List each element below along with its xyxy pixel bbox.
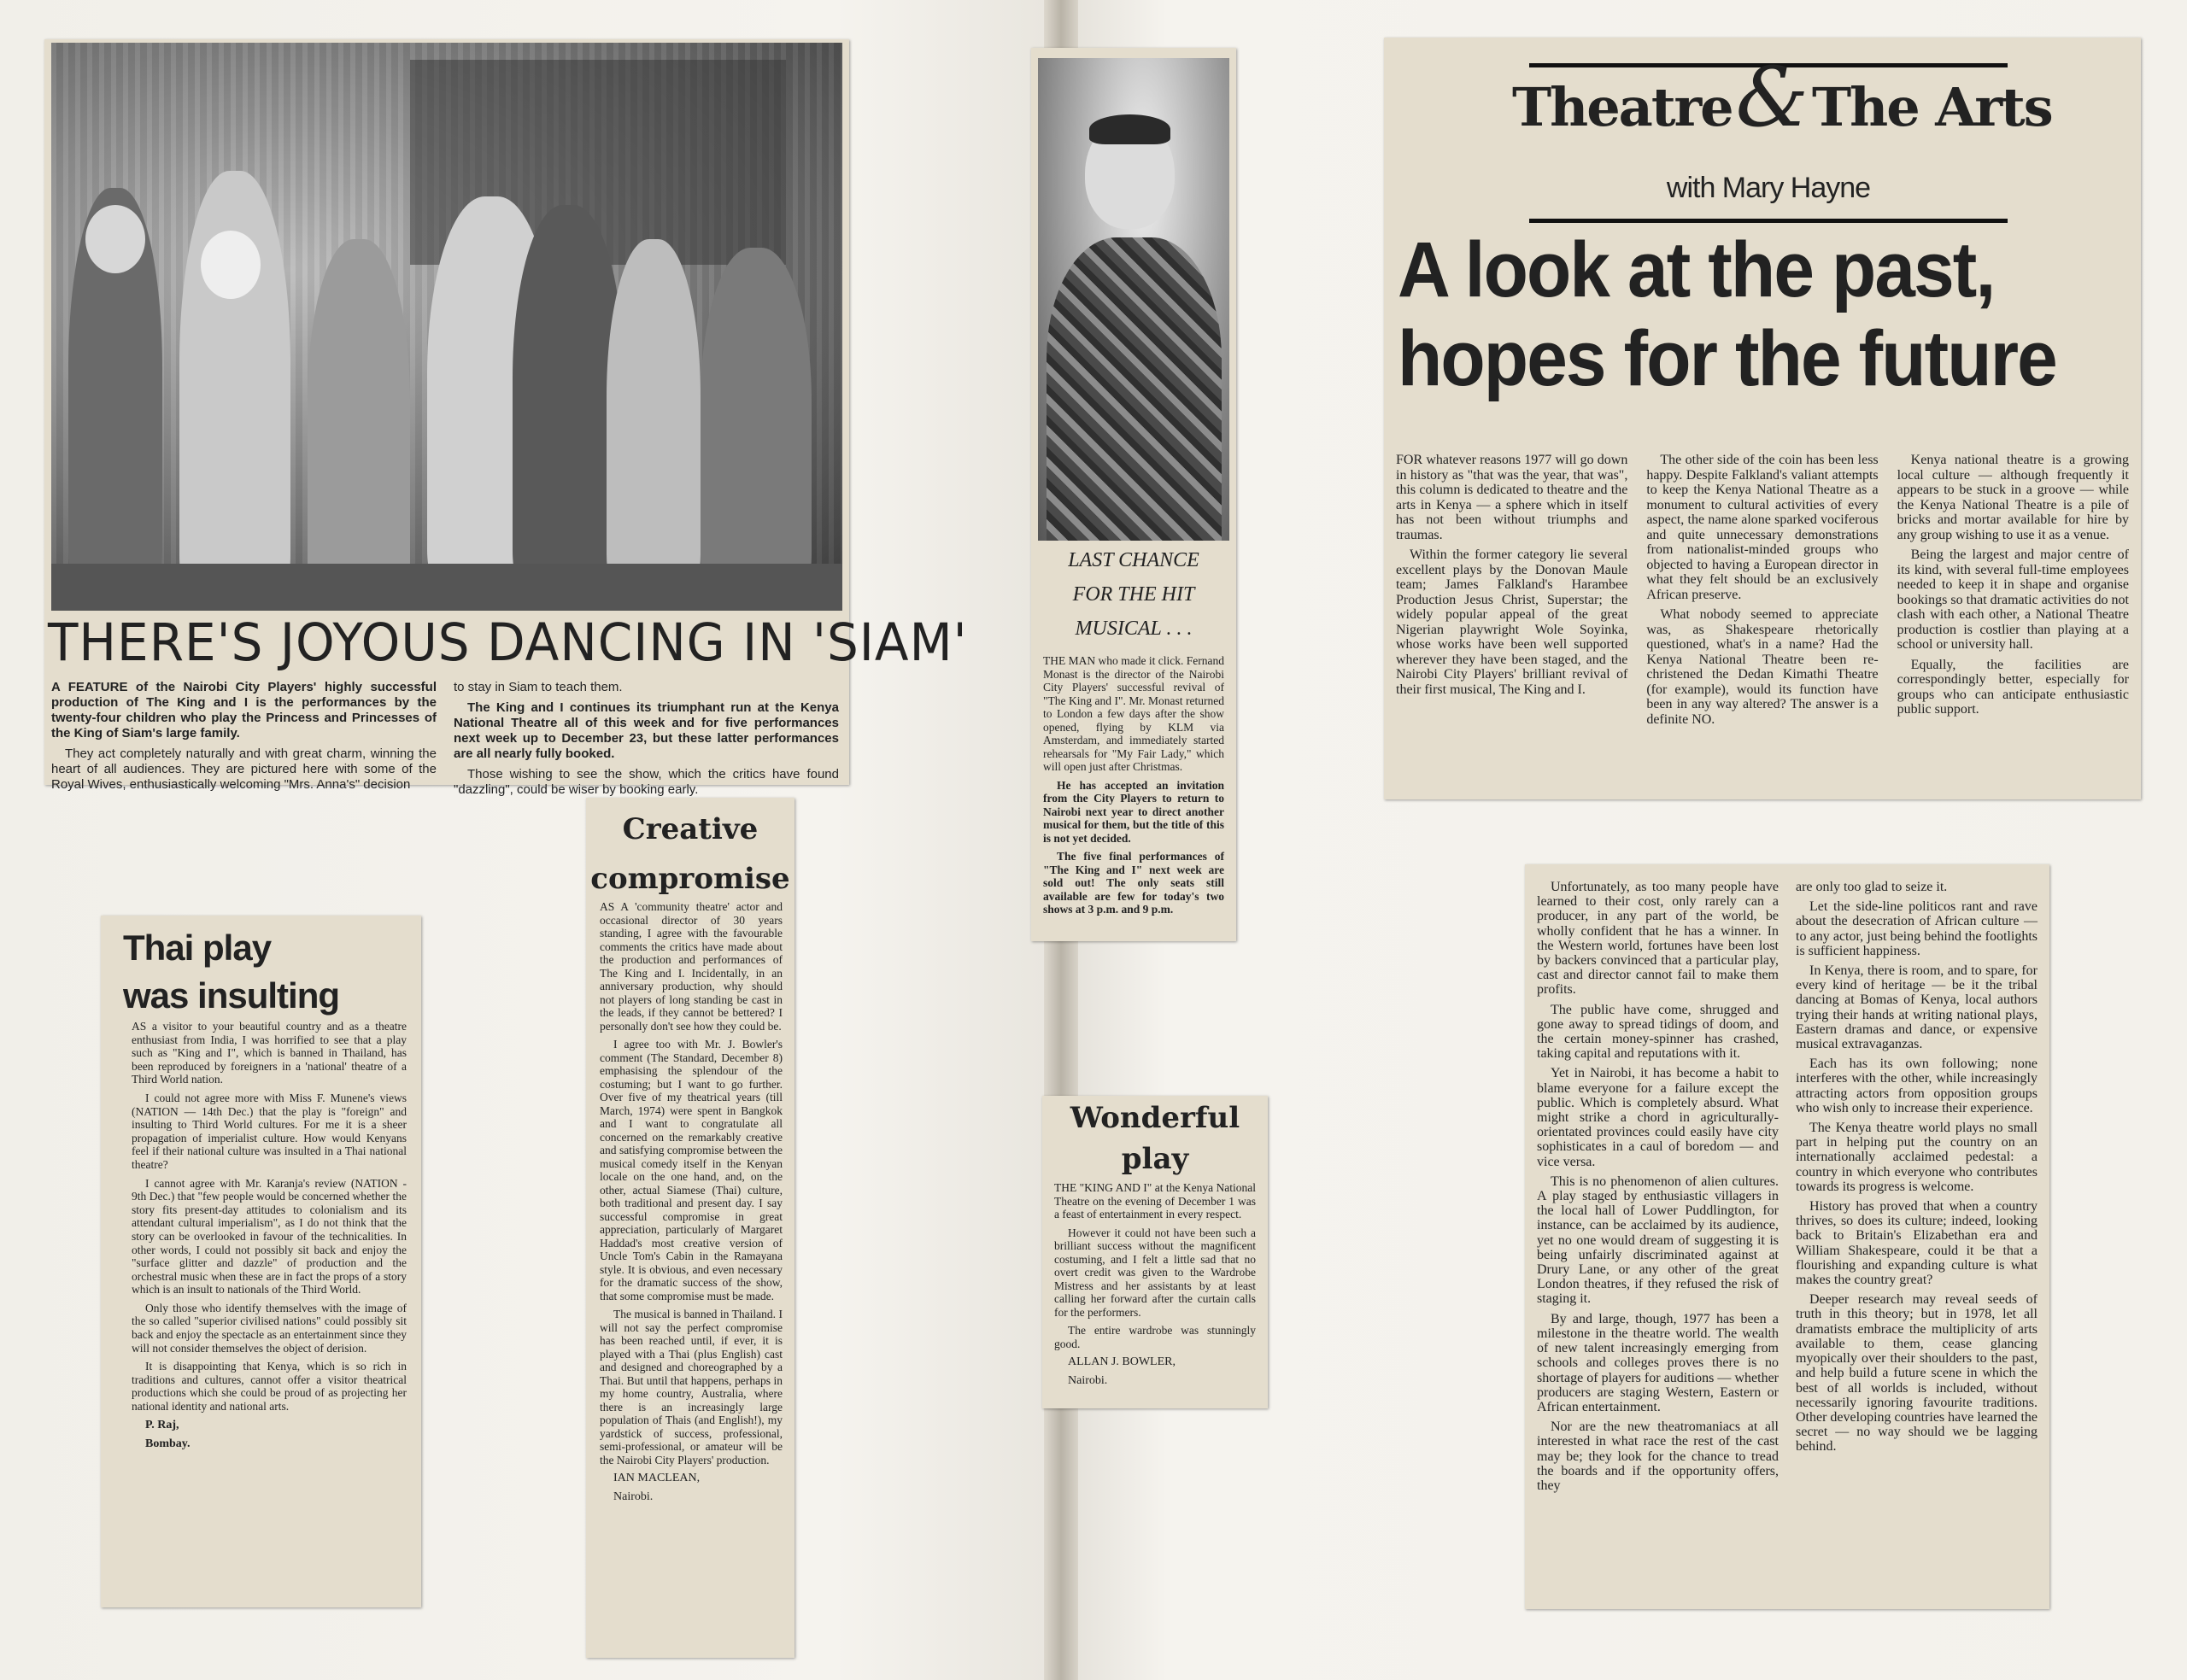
continued-paragraph: Each has its own following; none interferes with the other, while increasingly attracting actors from opposition groups who wish only to increase their experience.	[1796, 1057, 2037, 1115]
continued-paragraph: By and large, though, 1977 has been a milestone in the theatre world. The wealth of new talent increasingly emerging from schools and colleges proves there is no shortage of players for auditions — whether producers are staging Western, Eastern or African entertainment.	[1537, 1311, 1779, 1414]
director-portrait-photo	[1038, 58, 1229, 541]
siam-clipping	[44, 39, 968, 797]
column-masthead: Theatre & The Arts	[1512, 50, 2052, 145]
continued-paragraph: Nor are the new theatromaniacs at all interested in what race the rest of the cast may be; they look for the chance to tread the boards and if the opportunity offers, they	[1537, 1420, 1779, 1493]
continued-paragraph: The Kenya theatre world plays no small part in helping put the country on an internationally acclaimed pedestal: a country in which everyone who contributes towards its progress is welcome.	[1796, 1121, 2037, 1194]
theatre-continued-clipping	[1525, 864, 2049, 1609]
siam-paragraph: They act completely naturally and with great charm, winning the heart of all audiences. They are pictured here with some of the Royal Wives, enthusiastically welcoming "Mrs. Anna's" decision	[51, 746, 437, 792]
theatre-paragraph: Being the largest and major centre of its kind, with several full-time employees needed to keep it in shape and organise bookings so that dramatic activities do not clash with each other, a National Theatre production is costlier than playing at a school or university hall.	[1897, 547, 2129, 652]
thai-paragraph: AS a visitor to your beautiful country and as a theatre enthusiast from India, I was horrified to see that a play such as "King and I", which is banned in Thailand, has been reproduced by foreigners in a 'national' theatre of a Third World nation.	[132, 1020, 407, 1086]
siam-dance-photo	[51, 43, 842, 611]
thai-signature-name: P. Raj,	[145, 1418, 179, 1431]
creative-paragraph: I agree too with Mr. J. Bowler's comment (The Standard, December 8) emphasising the splendour of the costuming; but I want to go further. Over five of my theatrical years (till March, 1974) were spent in Bangkok and I want to congratulate all concerned on the remarkably creative and satisfying compromise between the musical comedy itself in the Kenyan locale on the one hand, and, on the other, actual Siamese (Thai) culture, both traditional and present day. I say successful compromise in great appreciation, particularly of Margaret Haddad's most creative version of Uncle Tom's Cabin in the Ramayana style. It is obvious, and even necessary for the dramatic success of the show, that some compromise must be made.	[600, 1038, 783, 1302]
last-chance-paragraph: He has accepted an invitation from the City Players to return to Nairobi next year to direct another musical for them, but the title of this is not yet decided.	[1043, 778, 1224, 845]
continued-paragraph: Unfortunately, as too many people have learned to their cost, only rarely can a producer, in any part of the world, be wholly confident that he has a winner. In the Western world, fortunes have been lost by backers convinced that a particular play, cast and director cannot fail to make them profits.	[1537, 880, 1779, 998]
siam-paragraph: to stay in Siam to teach them.	[454, 680, 623, 694]
theatre-paragraph: Equally, the facilities are correspondingly better, especially for groups who can anticipate enthusiastic public support.	[1897, 657, 2129, 717]
wonderful-signature-name: ALLAN J. BOWLER,	[1068, 1355, 1176, 1368]
siam-paragraph: A FEATURE of the Nairobi City Players' highly successful production of The King and I is the performances by the twenty-four children who play the Princess and Princesses of the King of Siam's large family.	[51, 680, 437, 740]
theatre-headline: A look at the past, hopes for the future	[1398, 226, 2056, 402]
last-chance-paragraph: THE MAN who made it click. Fernand Monast is the director of the Nairobi City Players' successful revival of "The King and I". Mr. Monast returned to London a few days after the show opened, flying by KLM via Amsterdam, and immediately started rehearsals for "My Fair Lady," which will open just after Christmas.	[1043, 654, 1224, 773]
continued-paragraph: are only too glad to seize it.	[1796, 880, 1948, 894]
siam-paragraph: Those wishing to see the show, which the critics have found "dazzling", could be wiser by booking early.	[454, 767, 839, 797]
theatre-paragraph: Kenya national theatre is a growing local culture — although frequently it appears to be stuck in a groove — while the Kenya National Theatre is a pile of bricks and mortar available for hire by any group wishing to use it as a venue.	[1897, 453, 2129, 542]
creative-signature-name: IAN MACLEAN,	[613, 1472, 701, 1484]
wonderful-paragraph: The entire wardrobe was stunningly good.	[1054, 1324, 1256, 1350]
continued-paragraph: This is no phenomenon of alien cultures. A play staged by enthusiastic villagers in the local hall of Lower Puddlington, for instance, can be acclaimed by its audience, yet no one would dream of suggesting it is being unfairly discriminated against at Drury Lane, or any other of the great London theatres, if they refused the risk of staging it.	[1537, 1174, 1779, 1307]
thai-paragraph: I could not agree more with Miss F. Munene's views (NATION — 14th Dec.) that the play is "foreign" and insulting to Third World cultures. For me it is a sheer propagation of imperialist culture. How would Kenyans feel if their national culture was insulted in a Thai national theatre?	[132, 1091, 407, 1171]
continued-paragraph: In Kenya, there is room, and to spare, for every kind of heritage — be it the tribal dancing at Bomas of Kenya, local authors trying their hands at writing national plays, Eastern dramas and dance, or expensive musical extravaganzas.	[1796, 963, 2037, 1052]
theatre-paragraph: What nobody seemed to appreciate was, as Shakespeare rhetorically questioned, what's in a name? Had the Kenya National Theatre been re-christened the Dedan Kimathi Theatre (for example), would its function have been in any way altered? The answer is a definite NO.	[1646, 607, 1879, 727]
continued-paragraph: Yet in Nairobi, it has become a habit to blame everyone for a failure except the public. Which is completely absurd. What might strike a chord in agriculturally-orientated provinces could easily have city sophisticates in a caul of boredom — and vice versa.	[1537, 1066, 1779, 1169]
creative-headline: Creative compromise	[590, 812, 790, 896]
thai-signature-place: Bombay.	[145, 1437, 191, 1450]
thai-paragraph: Only those who identify themselves with the image of the so called "superior civilised nations" could possibly sit back and enjoy the spectacle as an entertainment since they will not consider themselves the object of derision.	[132, 1301, 407, 1355]
wonderful-play-clipping	[1042, 1096, 1268, 1408]
thai-paragraph: I cannot agree with Mr. Karanja's review (NATION - 9th Dec.) that "few people would be concerned whether the story fits present-day attitudes to colonialism and its attendant cultural imperialism", as I do not think that the story can be overlooked in favour of the technicalities. In other words, I could not possibly sit back and enjoy the "surface glitter and dazzle" of production and the orchestral music when these are in fact the props of a story which is an insult to nationals of the Third World.	[132, 1176, 407, 1297]
continued-paragraph: History has proved that when a country thrives, so does its culture; indeed, looking back to Britain's Elizabethan era and William Shakespeare, could it be that a flourishing and expanding culture is what makes the country great?	[1796, 1199, 2037, 1288]
continued-paragraph: Deeper research may reveal seeds of truth in this theory; but in 1978, let all dramatists embrace the multiplicity of arts available to them, cease glancing myopically over their shoulders to the past, and help build a future scene in which the best of all worlds is included, without necessarily ignoring favourite traditions. Other developing countries have learned the secret — no way should we be lagging behind.	[1796, 1292, 2037, 1455]
theatre-paragraph: Within the former category lie several excellent plays by the Donovan Maule team; James Falkland's Harambee Production Jesus Christ, Superstar; the widely popular appeal of the great Nigerian playwright Wole Soyinka, whose works have been well supported wherever they have been staged, and the Nairobi City Players' brilliant revival of their first musical, The King and I.	[1396, 547, 1628, 697]
thai-headline: Thai play was insulting	[123, 928, 340, 1016]
last-chance-caption: LAST CHANCE FOR THE HIT MUSICAL . . .	[1068, 549, 1199, 640]
wonderful-paragraph: THE "KING AND I" at the Kenya National Theatre on the evening of December 1 was a feast of entertainment in every respect.	[1054, 1181, 1256, 1220]
creative-compromise-clipping	[586, 798, 794, 1658]
thai-play-letter-clipping	[101, 916, 421, 1607]
creative-paragraph: AS A 'community theatre' actor and occasional director of 30 years standing, I agree with the favourable comments the critics have made about the production and performances of The King and I. Incidentally, in an anniversary production, why should not players of long standing be cast in the leads, if they cannot be bettered? I personally don't see how they could be.	[600, 900, 783, 1033]
last-chance-paragraph: The five final performances of "The King and I" next week are sold out! The only seats still available are few for today's two shows at 3 p.m. and 9 p.m.	[1043, 850, 1224, 916]
creative-signature-place: Nairobi.	[613, 1490, 654, 1503]
column-byline: with Mary Hayne	[1666, 172, 1871, 204]
theatre-paragraph: The other side of the coin has been less happy. Despite Falkland's valiant attempts to keep the Kenya National Theatre as a monument to cultural activities of every aspect, the name alone sparked vociferous and quite unnecessary demonstrations from nationalist-minded groups who objected to having a European director in what they felt should be an exclusively African preserve.	[1646, 453, 1879, 602]
theatre-arts-clipping	[1384, 38, 2141, 799]
continued-paragraph: The public have come, shrugged and gone away to spread tidings of doom, and the certain money-spinner has crashed, taking capital and reputations with it.	[1537, 1002, 1779, 1062]
wonderful-paragraph: However it could not have been such a brilliant success without the magnificent costuming, and I felt a little sad that no overt credit was given to the Wardrobe Mistress and her assistants by at least calling her forward after the curtain calls for the performers.	[1054, 1226, 1256, 1319]
siam-headline: THERE'S JOYOUS DANCING IN 'SIAM'	[48, 612, 968, 673]
thai-paragraph: It is disappointing that Kenya, which is so rich in traditions and cultures, cannot offer a visitor theatrical productions which she could be proud of as projecting her national identity and national arts.	[132, 1360, 407, 1414]
siam-paragraph: The King and I continues its triumphant run at the Kenya National Theatre all of this week and for five performances next week up to December 23, but these latter performances are all nearly fully booked.	[454, 700, 839, 761]
theatre-paragraph: FOR whatever reasons 1977 will go down in history as "that was the year, that was", this column is dedicated to theatre and the arts in Kenya — a sphere which in itself has not been without triumphs and traumas.	[1396, 453, 1628, 542]
continued-paragraph: Let the side-line politicos rant and rave about the desecration of African culture — to any actor, just being behind the footlights is sufficient happiness.	[1796, 899, 2037, 958]
wonderful-headline: Wonderful play	[1070, 1101, 1240, 1176]
wonderful-signature-place: Nairobi.	[1068, 1374, 1108, 1387]
creative-paragraph: The musical is banned in Thailand. I will not say the perfect compromise has been reached until, if ever, it is played with a Thai (plus English) cast and designed and choreographed by a Thai. But until that happens, perhaps in my home country, Australia, where there is an increasingly large population of Thais (and English!), my yardstick of success, professional, semi-professional, or amateur will be the Nairobi City Players' production.	[600, 1308, 783, 1466]
last-chance-clipping	[1031, 48, 1236, 941]
